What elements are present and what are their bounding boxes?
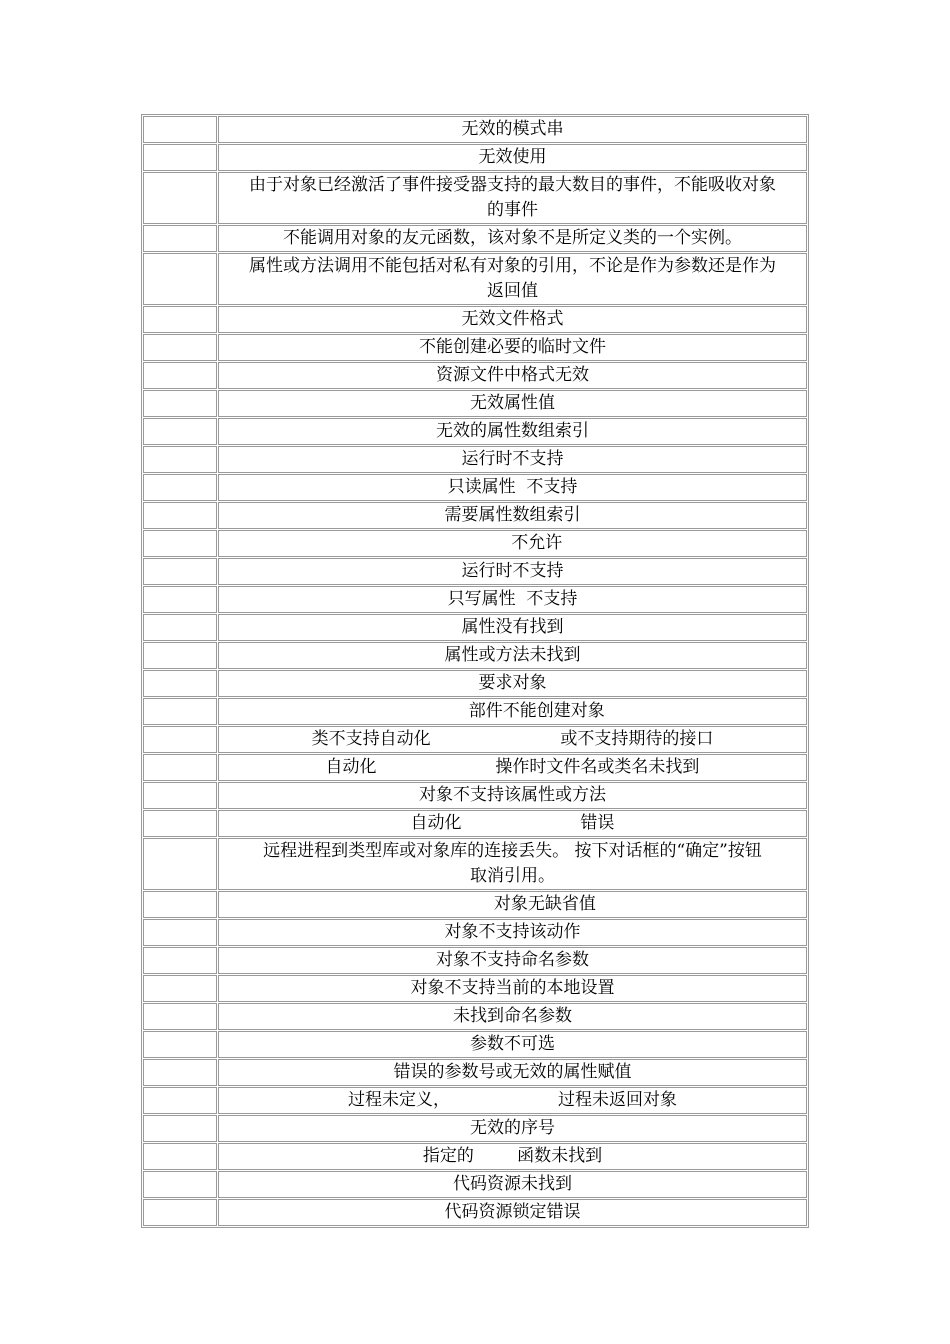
description-text: 不允许 bbox=[462, 533, 563, 553]
error-description-cell bbox=[218, 1115, 807, 1142]
table-row bbox=[143, 1171, 807, 1198]
table-row bbox=[143, 116, 807, 143]
description-text: 属性没有找到 bbox=[461, 617, 564, 637]
error-description-cell bbox=[218, 362, 807, 389]
table-row bbox=[143, 362, 807, 389]
description-text: 参数不可选 bbox=[470, 1034, 555, 1054]
error-description-cell bbox=[218, 642, 807, 669]
description-text: 无效使用 bbox=[478, 147, 547, 167]
error-code-cell bbox=[143, 530, 217, 557]
description-line: 远程进程到类型库或对象库的连接丢失。 按下对话框的“确定”按钮 bbox=[263, 841, 762, 861]
table-row bbox=[143, 390, 807, 417]
description-text: 过程未定义， 过程未返回对象 bbox=[347, 1090, 678, 1110]
description-line: 由于对象已经激活了事件接受器支持的最大数目的事件，不能吸收对象 bbox=[249, 175, 776, 195]
table-row bbox=[143, 698, 807, 725]
description-text: 类不支持自动化 或不支持期待的接口 bbox=[311, 729, 714, 749]
table-row bbox=[143, 1199, 807, 1226]
description-text: 对象不支持该动作 bbox=[444, 922, 581, 942]
error-code-cell bbox=[143, 754, 217, 781]
table-row bbox=[143, 334, 807, 361]
description-text: 无效文件格式 bbox=[461, 309, 564, 329]
description-text: 资源文件中格式无效 bbox=[436, 365, 589, 385]
error-code-cell bbox=[143, 172, 217, 224]
error-description-cell bbox=[218, 253, 807, 305]
table-row bbox=[143, 474, 807, 501]
error-code-cell bbox=[143, 334, 217, 361]
description-text: 代码资源未找到 bbox=[453, 1174, 572, 1194]
description-text: 运行时不支持 bbox=[461, 449, 564, 469]
table-row bbox=[143, 891, 807, 918]
error-code-cell bbox=[143, 446, 217, 473]
error-description-cell bbox=[218, 891, 807, 918]
error-description-cell bbox=[218, 446, 807, 473]
description-text: 对象不支持该属性或方法 bbox=[419, 785, 606, 805]
table-row bbox=[143, 253, 807, 305]
table-row bbox=[143, 225, 807, 252]
table-row bbox=[143, 418, 807, 445]
error-description-cell bbox=[218, 670, 807, 697]
table-row bbox=[143, 919, 807, 946]
error-description-cell bbox=[218, 390, 807, 417]
table-row bbox=[143, 614, 807, 641]
table-row bbox=[143, 838, 807, 890]
error-description-cell bbox=[218, 726, 807, 753]
description-text: 对象不支持当前的本地设置 bbox=[410, 978, 615, 998]
error-code-cell bbox=[143, 891, 217, 918]
error-code-cell bbox=[143, 782, 217, 809]
error-code-cell bbox=[143, 306, 217, 333]
table-row bbox=[143, 530, 807, 557]
error-description-cell bbox=[218, 614, 807, 641]
error-description-cell bbox=[218, 1171, 807, 1198]
error-code-cell bbox=[143, 253, 217, 305]
error-description-cell bbox=[218, 1031, 807, 1058]
error-description-cell bbox=[218, 474, 807, 501]
table-row bbox=[143, 782, 807, 809]
error-code-cell bbox=[143, 642, 217, 669]
error-code-cell bbox=[143, 1171, 217, 1198]
table-row bbox=[143, 558, 807, 585]
error-description-cell bbox=[218, 1087, 807, 1114]
description-text: 指定的 函数未找到 bbox=[422, 1146, 603, 1166]
error-description-cell bbox=[218, 225, 807, 252]
description-text: 运行时不支持 bbox=[461, 561, 564, 581]
table-row bbox=[143, 144, 807, 171]
description-text: 要求对象 bbox=[478, 673, 547, 693]
error-description-cell bbox=[218, 172, 807, 224]
table-row bbox=[143, 642, 807, 669]
error-description-cell bbox=[218, 810, 807, 837]
error-code-cell bbox=[143, 698, 217, 725]
description-text: 需要属性数组索引 bbox=[444, 505, 581, 525]
error-code-cell bbox=[143, 225, 217, 252]
error-code-cell bbox=[143, 947, 217, 974]
error-description-cell bbox=[218, 1199, 807, 1226]
error-description-cell bbox=[218, 782, 807, 809]
error-code-cell bbox=[143, 838, 217, 890]
description-text: 无效的序号 bbox=[470, 1118, 555, 1138]
table-row bbox=[143, 947, 807, 974]
error-description-cell bbox=[218, 558, 807, 585]
error-code-cell bbox=[143, 558, 217, 585]
error-code-cell bbox=[143, 1003, 217, 1030]
description-line: 返回值 bbox=[487, 281, 538, 301]
error-description-cell bbox=[218, 502, 807, 529]
error-code-cell bbox=[143, 362, 217, 389]
table-row bbox=[143, 1115, 807, 1142]
description-text: 无效的模式串 bbox=[461, 119, 564, 139]
error-code-cell bbox=[143, 474, 217, 501]
table-row bbox=[143, 172, 807, 224]
description-text: 只写属性 不支持 bbox=[447, 589, 578, 609]
error-description-cell bbox=[218, 334, 807, 361]
error-description-cell bbox=[218, 418, 807, 445]
error-description-cell bbox=[218, 306, 807, 333]
description-text: 对象不支持命名参数 bbox=[436, 950, 589, 970]
table-row bbox=[143, 1143, 807, 1170]
error-description-cell bbox=[218, 975, 807, 1002]
description-text: 无效的属性数组索引 bbox=[436, 421, 589, 441]
error-code-cell bbox=[143, 418, 217, 445]
description-text: 自动化 错误 bbox=[410, 813, 615, 833]
table-body bbox=[143, 116, 807, 1226]
description-text: 对象无缺省值 bbox=[429, 894, 596, 914]
description-text: 无效属性值 bbox=[470, 393, 555, 413]
description-text: 属性或方法未找到 bbox=[444, 645, 581, 665]
table-row bbox=[143, 1087, 807, 1114]
error-description-cell bbox=[218, 586, 807, 613]
table-row bbox=[143, 1059, 807, 1086]
table-row bbox=[143, 1031, 807, 1058]
description-line: 属性或方法调用不能包括对私有对象的引用，不论是作为参数还是作为 bbox=[249, 256, 776, 276]
table-row bbox=[143, 446, 807, 473]
description-text: 错误的参数号或无效的属性赋值 bbox=[393, 1062, 632, 1082]
error-code-cell bbox=[143, 144, 217, 171]
error-code-cell bbox=[143, 975, 217, 1002]
description-text: 未找到命名参数 bbox=[453, 1006, 572, 1026]
description-text: 不能创建必要的临时文件 bbox=[419, 337, 606, 357]
error-description-cell bbox=[218, 116, 807, 143]
table-row bbox=[143, 1003, 807, 1030]
error-description-cell bbox=[218, 1143, 807, 1170]
error-code-cell bbox=[143, 670, 217, 697]
error-code-cell bbox=[143, 1031, 217, 1058]
error-message-table bbox=[141, 114, 809, 1228]
description-line: 取消引用。 bbox=[470, 866, 555, 886]
error-description-cell bbox=[218, 919, 807, 946]
error-code-cell bbox=[143, 1143, 217, 1170]
table-row bbox=[143, 306, 807, 333]
table-row bbox=[143, 810, 807, 837]
error-description-cell bbox=[218, 754, 807, 781]
error-description-cell bbox=[218, 530, 807, 557]
description-text: 不能调用对象的友元函数，该对象不是所定义类的一个实例。 bbox=[283, 228, 742, 248]
error-description-cell bbox=[218, 144, 807, 171]
description-text: 代码资源锁定错误 bbox=[444, 1202, 581, 1222]
error-code-cell bbox=[143, 390, 217, 417]
error-code-cell bbox=[143, 726, 217, 753]
error-code-cell bbox=[143, 1087, 217, 1114]
table-row bbox=[143, 975, 807, 1002]
error-description-cell bbox=[218, 698, 807, 725]
table-row bbox=[143, 670, 807, 697]
table-row bbox=[143, 726, 807, 753]
error-description-cell bbox=[218, 1003, 807, 1030]
table-row bbox=[143, 586, 807, 613]
error-description-cell bbox=[218, 947, 807, 974]
error-code-cell bbox=[143, 919, 217, 946]
description-text: 部件不能创建对象 bbox=[420, 701, 605, 721]
error-code-cell bbox=[143, 502, 217, 529]
error-code-cell bbox=[143, 1199, 217, 1226]
error-description-cell bbox=[218, 838, 807, 890]
table-row bbox=[143, 754, 807, 781]
error-code-cell bbox=[143, 1115, 217, 1142]
description-line: 的事件 bbox=[487, 200, 538, 220]
error-code-cell bbox=[143, 116, 217, 143]
description-text: 只读属性 不支持 bbox=[447, 477, 578, 497]
error-code-cell bbox=[143, 614, 217, 641]
error-code-cell bbox=[143, 1059, 217, 1086]
table-row bbox=[143, 502, 807, 529]
error-description-cell bbox=[218, 1059, 807, 1086]
error-code-cell bbox=[143, 810, 217, 837]
description-text: 自动化 操作时文件名或类名未找到 bbox=[325, 757, 700, 777]
error-code-cell bbox=[143, 586, 217, 613]
